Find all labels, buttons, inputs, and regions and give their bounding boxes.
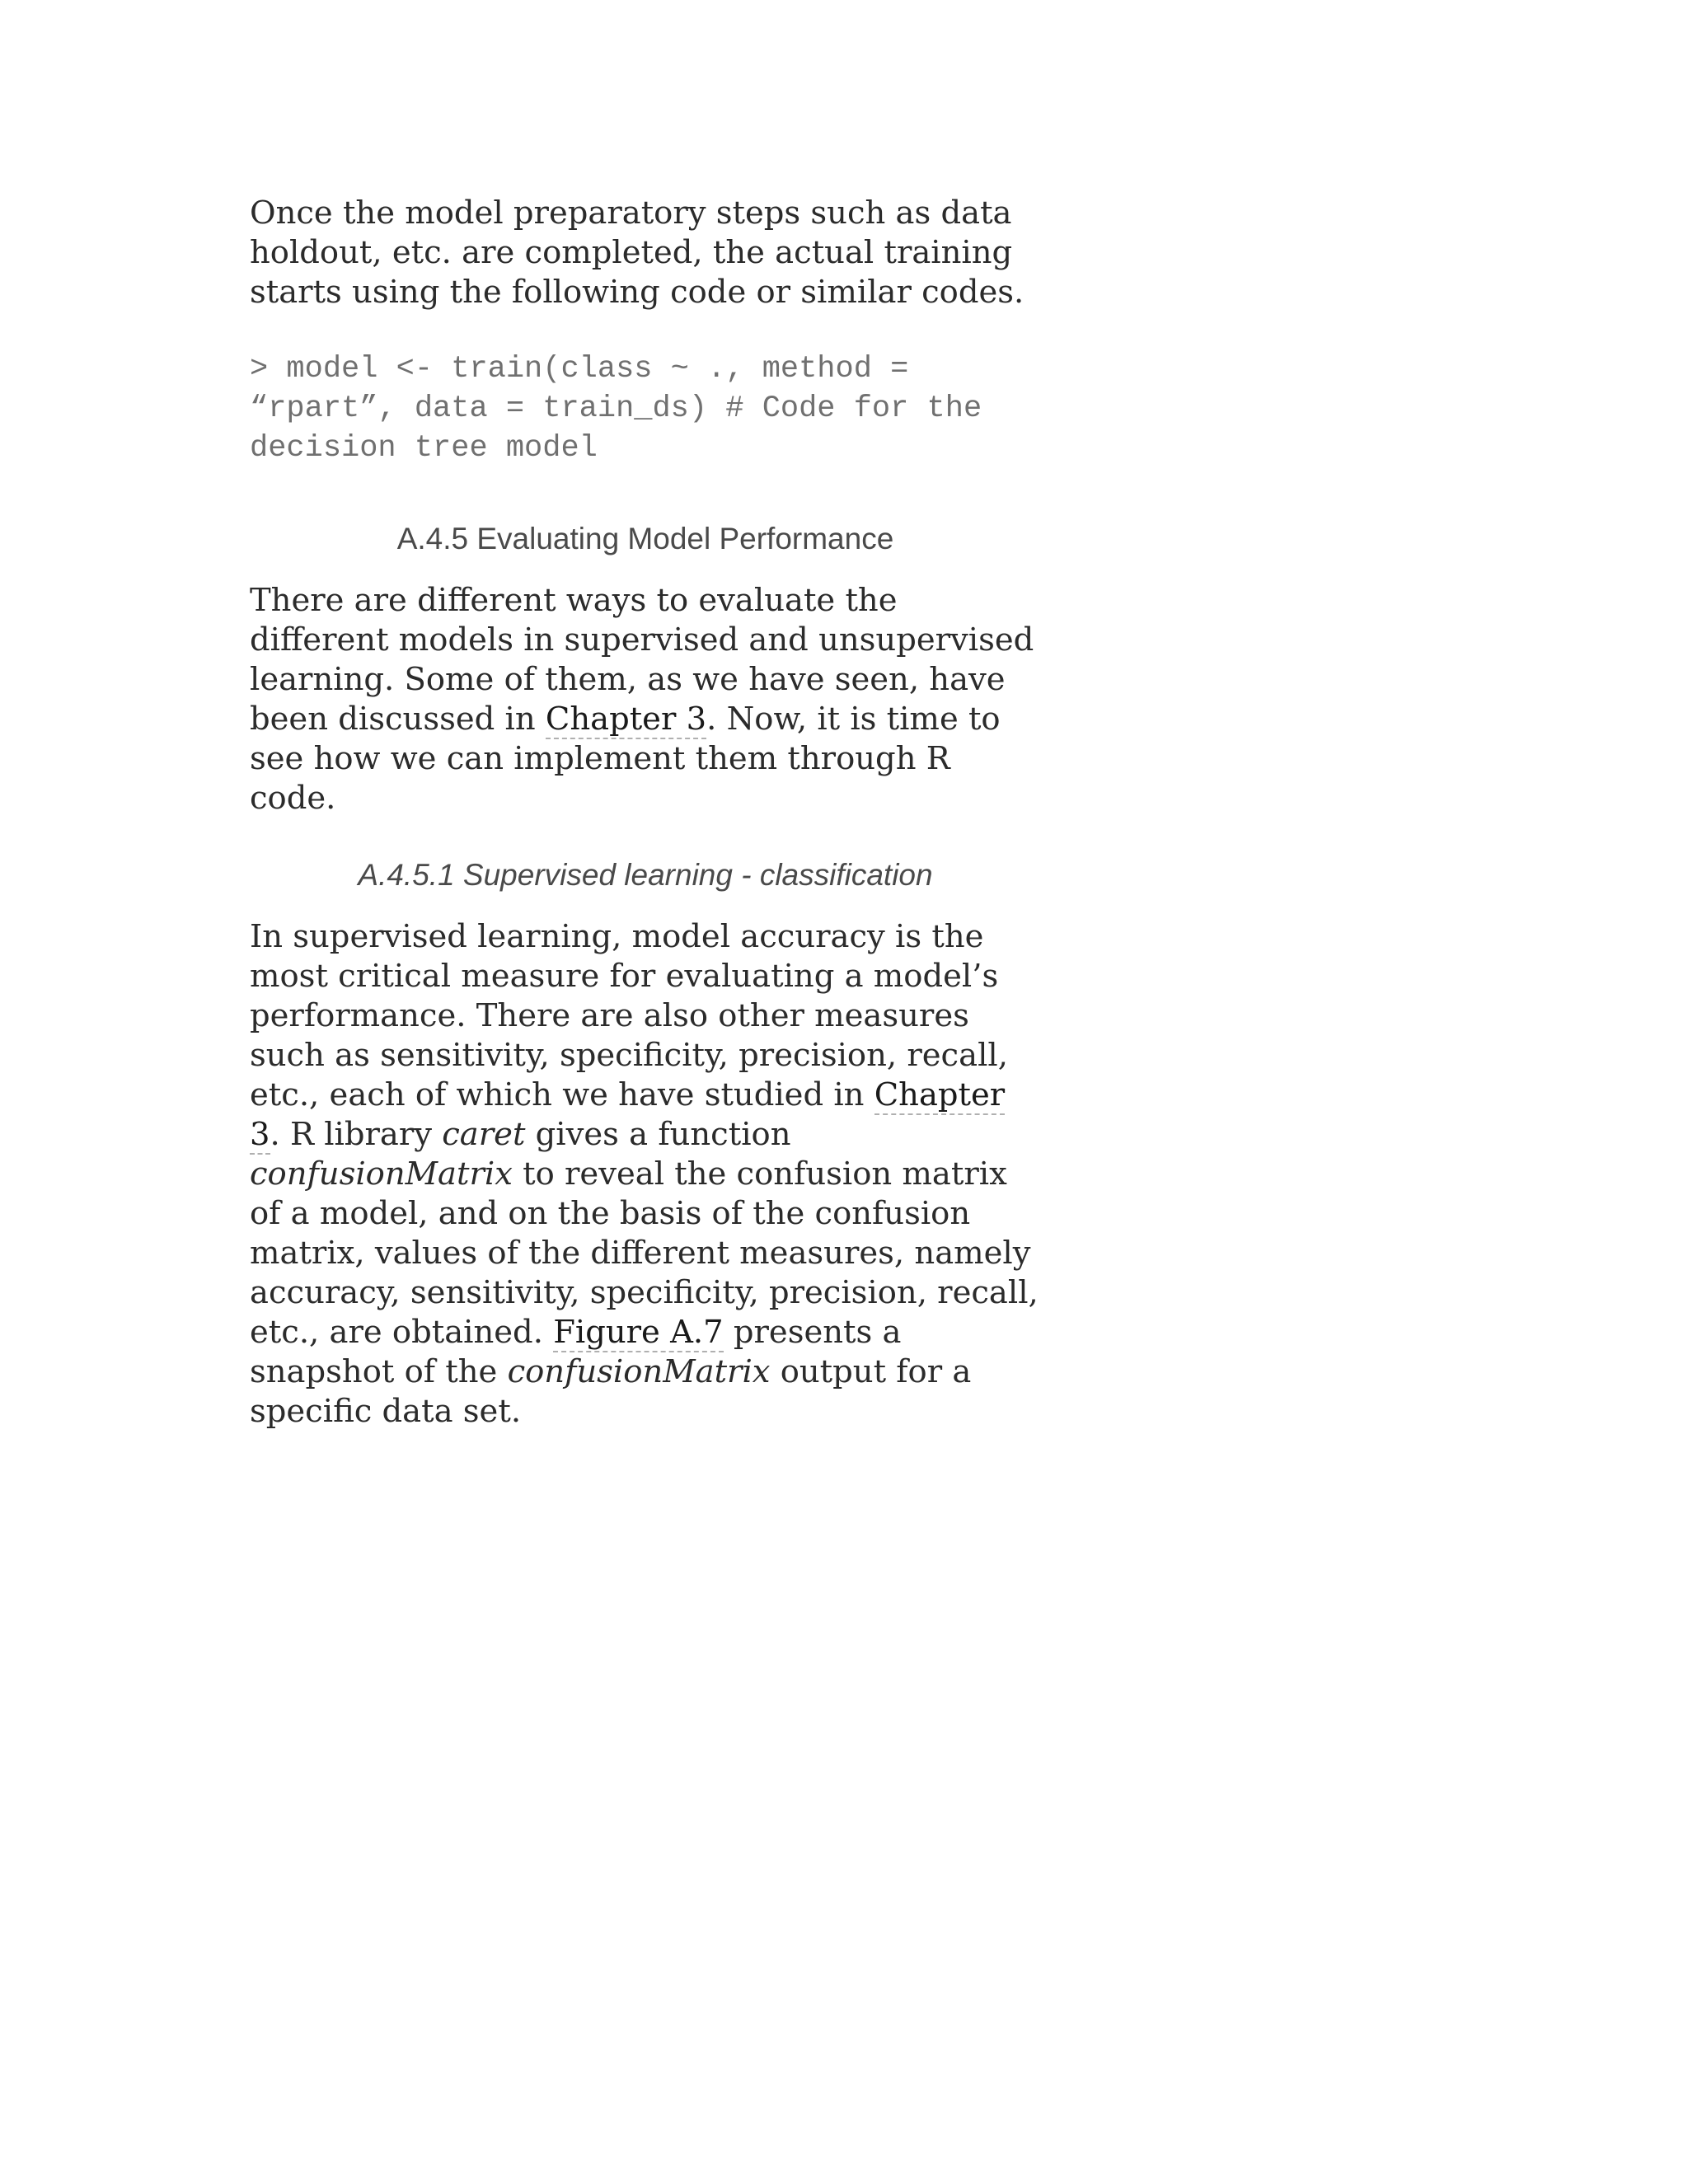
paragraph-text: . Now, it is time to see how we can implement them through R code.: [250, 701, 1001, 817]
paragraph-evaluation-intro: [250, 581, 1041, 818]
code-snippet-train: > model <- train(class ~ ., method = “rpart”, data = train_ds) # Code for the decision tree model: [250, 352, 982, 466]
figure-a7-link[interactable]: Figure A.7: [553, 1314, 724, 1351]
paragraph-text: gives a function: [525, 1116, 791, 1153]
document-page: [250, 194, 1041, 1432]
paragraph-text: presents a snapshot of the: [250, 1314, 902, 1390]
confusion-matrix-function-name: confusionMatrix: [250, 1155, 513, 1193]
confusion-matrix-function-name: confusionMatrix: [507, 1353, 771, 1390]
paragraph-text: There are different ways to evaluate the different models in supervised and unsupervised learning. Some of them, as we have seen, have been discussed in: [250, 582, 1034, 738]
paragraph-text: . R library: [270, 1116, 443, 1153]
section-heading: A.4.5 Evaluating Model Performance: [396, 522, 894, 555]
paragraph-supervised-classification: [250, 917, 1041, 1432]
paragraph-text: In supervised learning, model accuracy is the most critical measure for evaluating a model’s performance. There are also other measures such as sensitivity, specificity, precision, recall, etc., each of which we have studied in: [250, 918, 1008, 1113]
chapter-3-link[interactable]: Chapter 3: [545, 701, 707, 738]
paragraph-text: to reveal the confusion matrix of a model, and on the basis of the confusion matrix, values of the different measures, namely accuracy, sensitivity, specificity, precision, recall, etc., are obtained.: [250, 1155, 1039, 1351]
chapter-3-link[interactable]: Chapter 3: [250, 1076, 1006, 1153]
paragraph-training-intro: Once the model preparatory steps such as data holdout, etc. are completed, the actual training starts using the following code or similar codes.: [250, 194, 1025, 311]
subsection-heading: A.4.5.1 Supervised learning - classification: [358, 858, 933, 892]
paragraph-text: output for a specific data set.: [250, 1353, 972, 1430]
caret-library-name: caret: [442, 1116, 526, 1153]
